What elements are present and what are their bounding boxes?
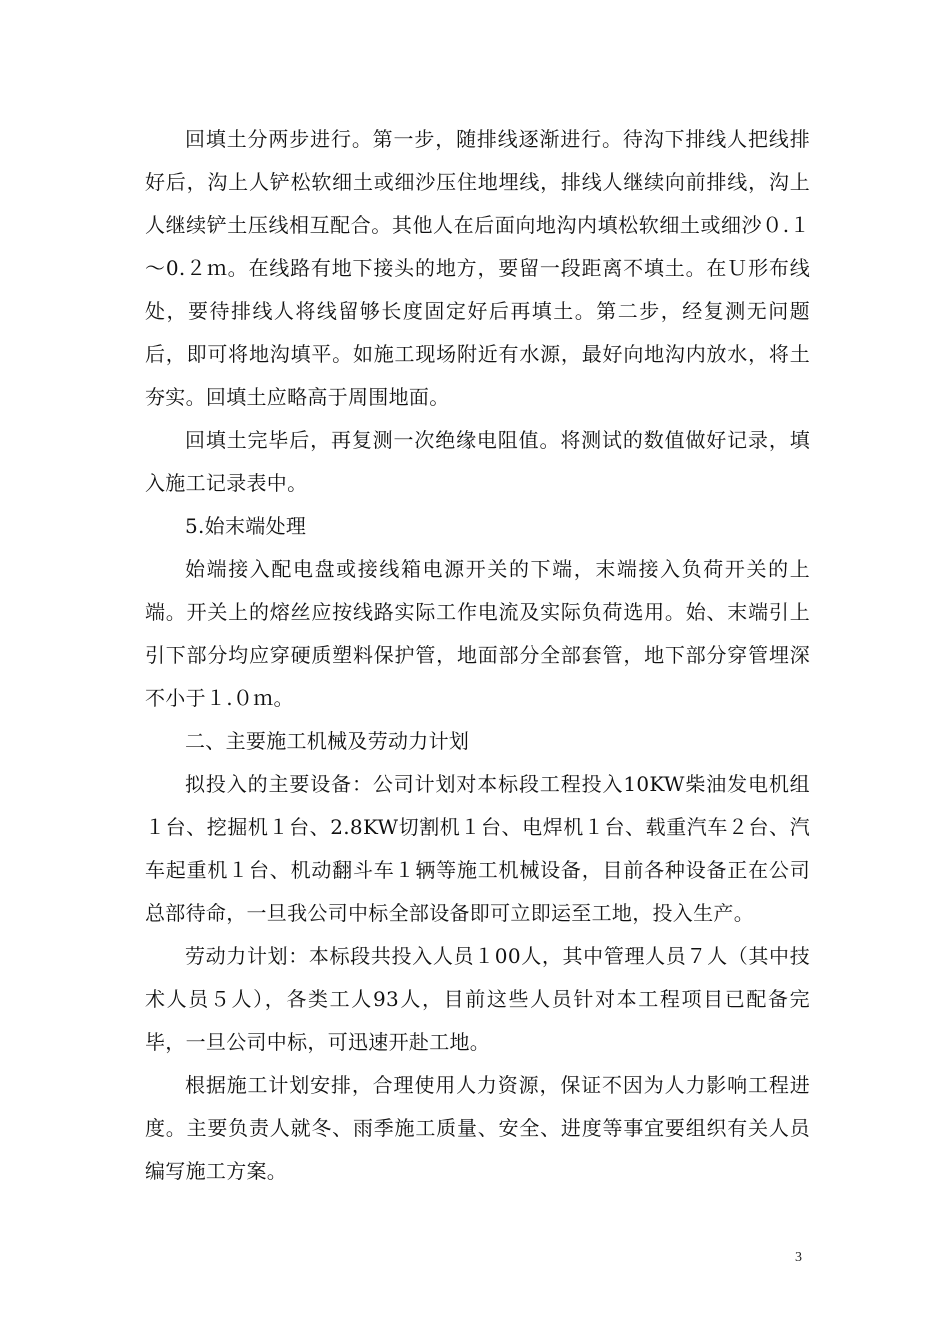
paragraph-labor-plan: 劳动力计划：本标段共投入人员１00人，其中管理人员７人（其中技术人员５人），各类工人93人，目前这些人员针对本工程项目已配备完毕，一旦公司中标，可迅速开赴工地。 — [145, 944, 810, 1054]
paragraph-resource-arrangement: 根据施工计划安排，合理使用人力资源，保证不因为人力影响工程进度。主要负责人就冬、雨季施工质量、安全、进度等事宜要组织有关人员编写施工方案。 — [145, 1073, 810, 1183]
paragraph-equipment: 拟投入的主要设备：公司计划对本标段工程投入10KW柴油发电机组１台、挖掘机１台、2.8KW切割机１台、电焊机１台、载重汽车２台、汽车起重机１台、机动翻斗车１辆等施工机械设备，目前各种设备正在公司总部待命，一旦我公司中标全部设备即可立即运至工地，投入生产。 — [145, 772, 810, 925]
paragraph-start-end-connection: 始端接入配电盘或接线箱电源开关的下端，末端接入负荷开关的上端。开关上的熔丝应按线路实际工作电流及实际负荷选用。始、末端引上引下部分均应穿硬质塑料保护管，地面部分全部套管，地下部分穿管埋深不小于１.０ｍ。 — [145, 557, 810, 710]
section-heading-start-end-treatment: 5.始末端处理 — [185, 514, 307, 538]
paragraph-insulation-retest: 回填土完毕后，再复测一次绝缘电阻值。将测试的数值做好记录，填入施工记录表中。 — [145, 428, 810, 495]
page-body — [145, 118, 810, 1193]
page-number: 3 — [795, 1250, 802, 1265]
section-heading-machinery-labor-plan: 二、主要施工机械及劳动力计划 — [185, 729, 470, 753]
paragraph-backfill-steps: 回填土分两步进行。第一步，随排线逐渐进行。待沟下排线人把线排好后，沟上人铲松软细土或细沙压住地埋线，排线人继续向前排线，沟上人继续铲土压线相互配合。其他人在后面向地沟内填松软细土或细沙０.１～0.２ｍ。在线路有地下接头的地方，要留一段距离不填土。在Ｕ形布线处，要待排线人将线留够长度固定好后再填土。第二步，经复测无问题后，即可将地沟填平。如施工现场附近有水源，最好向地沟内放水，将土夯实。回填土应略高于周围地面。 — [145, 127, 810, 409]
